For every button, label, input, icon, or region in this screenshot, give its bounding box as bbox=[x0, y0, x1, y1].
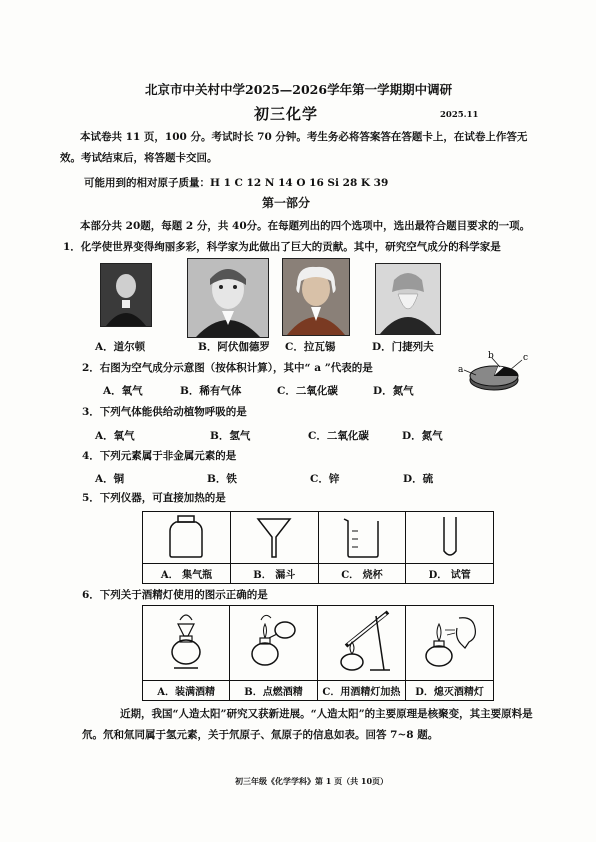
q6-figure-lighting bbox=[230, 606, 317, 681]
q5-figure-beaker bbox=[318, 512, 406, 564]
q2-option-a: A．氧气 bbox=[103, 385, 143, 397]
part1-title: 第一部分 bbox=[262, 196, 311, 210]
q1-option-c: C．拉瓦锡 bbox=[285, 341, 336, 353]
q6-alcohol-lamp-table bbox=[142, 605, 494, 701]
q5-figure-test-tube bbox=[406, 512, 494, 564]
portrait-avogadro bbox=[187, 258, 269, 338]
instructions-line2: 效。考试结束后，将答题卡交回。 bbox=[60, 152, 218, 164]
q1-stem: 1．化学使世界变得绚丽多彩，科学家为此做出了巨大的贡献。其中，研究空气成分的科学家是 bbox=[63, 241, 501, 253]
air-composition-figure bbox=[456, 350, 536, 396]
q1-option-b: B．阿伏伽德罗 bbox=[198, 341, 270, 353]
q2-option-b: B．稀有气体 bbox=[180, 385, 242, 397]
figure-label-c: c bbox=[523, 353, 529, 363]
q5-figure-gas-jar bbox=[143, 512, 231, 564]
q2-option-d: D．氮气 bbox=[373, 385, 414, 397]
exam-title: 北京市中关村中学2025—2026学年第一学期期中调研 bbox=[145, 82, 453, 97]
part1-intro: 本部分共 20题，每题 2 分，共 40分。在每题列出的四个选项中，选出最符合题目要求的一项。 bbox=[80, 220, 531, 232]
q4-option-a: A．铜 bbox=[95, 473, 125, 485]
portrait-dalton bbox=[100, 263, 152, 327]
q6-option-d: D．熄灭酒精灯 bbox=[406, 681, 494, 701]
q5-option-c: C． 烧杯 bbox=[318, 564, 406, 584]
q6-option-c: C．用酒精灯加热 bbox=[317, 681, 405, 701]
q1-option-d: D．门捷列夫 bbox=[372, 341, 434, 353]
q6-figure-filling bbox=[143, 606, 230, 681]
subject-title: 初三化学 bbox=[254, 105, 319, 123]
q6-option-a: A．装满酒精 bbox=[143, 681, 230, 701]
q4-option-d: D．硫 bbox=[403, 473, 434, 485]
q5-option-b: B． 漏斗 bbox=[230, 564, 318, 584]
q4-option-b: B．铁 bbox=[207, 473, 237, 485]
instructions-line1: 本试卷共 11 页，100 分。考试时长 70 分钟。考生务必将答案答在答题卡上，在试卷上作答无 bbox=[80, 131, 528, 143]
q4-stem: 4．下列元素属于非金属元素的是 bbox=[82, 450, 237, 462]
q5-option-d: D． 试管 bbox=[406, 564, 494, 584]
q3-option-c: C．二氧化碳 bbox=[308, 430, 369, 442]
q6-figure-heating bbox=[317, 606, 405, 681]
q5-apparatus-table bbox=[142, 511, 494, 584]
q3-option-d: D．氮气 bbox=[402, 430, 443, 442]
passage-line1: 近期，我国“人造太阳”研究又获新进展。“人造太阳”的主要原理是核聚变，其主要原料是 bbox=[120, 708, 533, 720]
q6-figure-extinguishing bbox=[406, 606, 494, 681]
portrait-lavoisier bbox=[282, 258, 350, 336]
q4-option-c: C．锌 bbox=[310, 473, 340, 485]
q5-figure-funnel bbox=[230, 512, 318, 564]
q5-stem: 5．下列仪器，可直接加热的是 bbox=[82, 492, 226, 504]
q6-stem: 6．下列关于酒精灯使用的图示正确的是 bbox=[82, 589, 268, 601]
atomic-mass-line: 可能用到的相对原子质量：H 1 C 12 N 14 O 16 Si 28 K 39 bbox=[84, 177, 389, 189]
q2-option-c: C．二氧化碳 bbox=[277, 385, 338, 397]
q3-stem: 3．下列气体能供给动植物呼吸的是 bbox=[82, 406, 247, 418]
q6-option-b: B．点燃酒精 bbox=[230, 681, 317, 701]
q5-option-a: A． 集气瓶 bbox=[143, 564, 231, 584]
q3-option-a: A．氧气 bbox=[95, 430, 135, 442]
q1-option-a: A．道尔顿 bbox=[95, 341, 146, 353]
q2-stem: 2．右图为空气成分示意图（按体积计算），其中“ a ”代表的是 bbox=[82, 362, 373, 374]
portrait-mendeleev bbox=[375, 263, 441, 335]
passage-line2: 氘。氘和氚同属于氢元素，关于氘原子、氚原子的信息如表。回答 7~8 题。 bbox=[82, 729, 439, 741]
figure-label-b: b bbox=[488, 351, 494, 361]
q3-option-b: B．氢气 bbox=[210, 430, 251, 442]
exam-date: 2025.11 bbox=[440, 110, 479, 120]
figure-label-a: a bbox=[458, 365, 464, 375]
page-footer: 初三年级《化学学科》第 1 页（共 10页） bbox=[235, 776, 389, 786]
